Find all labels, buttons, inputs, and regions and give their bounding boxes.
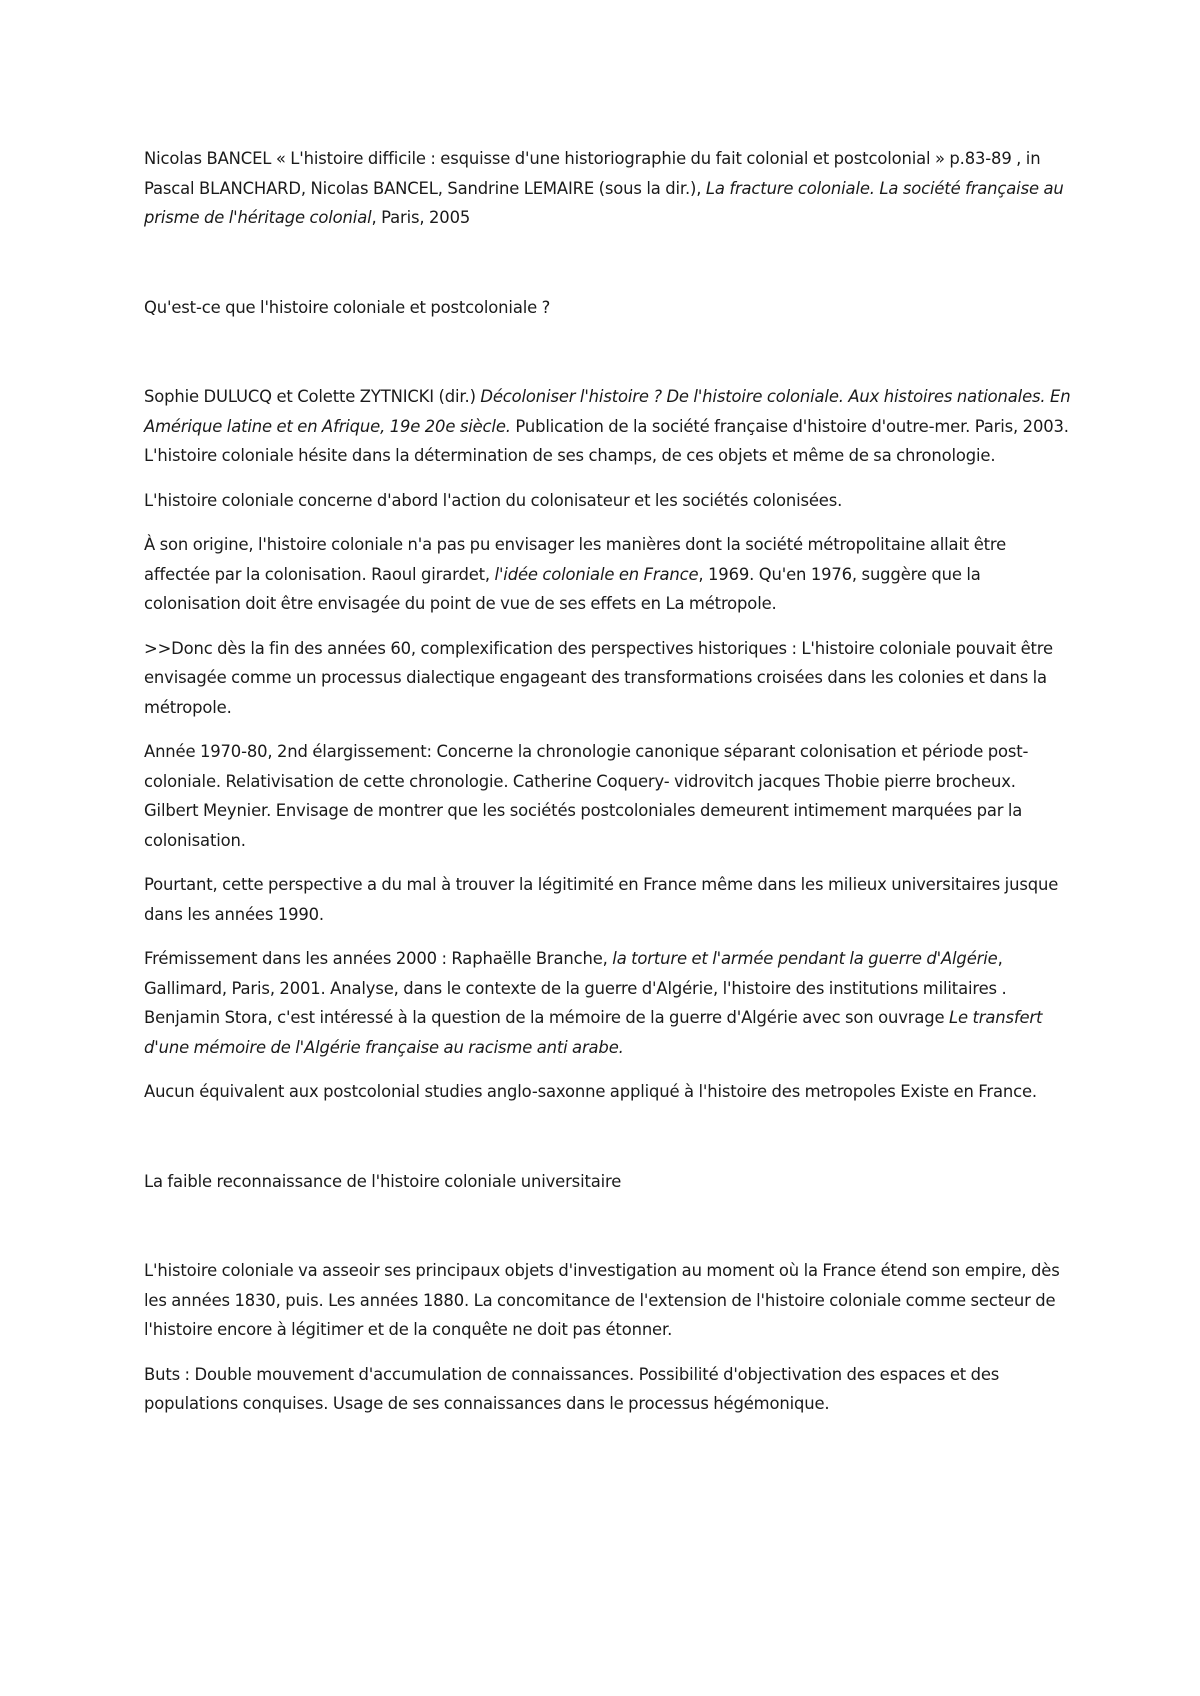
paragraph: L'histoire coloniale concerne d'abord l'action du colonisateur et les sociétés colonisées. [144, 490, 843, 510]
paragraph: À son origine, l'histoire coloniale n'a pas pu envisager les manières dont la société métropolitaine allait être affectée par la colonisation. Raoul girardet, l'idée coloniale en France, 1969. Qu'en 1976, suggère que la colonisation doit être envisagée du point de vue de ses effets en La métropole. [144, 535, 1007, 613]
citation-book-title: La fracture coloniale. La société française au prisme de l'héritage colonial [144, 178, 1064, 227]
paragraph: Pourtant, cette perspective a du mal à trouver la légitimité en France même dans les milieux universitaires jusque dans les années 1990. [144, 875, 1059, 924]
citation-text: Nicolas BANCEL « L'histoire difficile : esquisse d'une historiographie du fait colonial et postcolonial » p.83-89 , in Pascal BLANCHARD, Nicolas BANCEL, Sandrine LEMAIRE (sous la dir.), [144, 149, 1041, 198]
section-heading-1: Qu'est-ce que l'histoire coloniale et postcoloniale ? [144, 297, 551, 317]
book-title: Décoloniser l'histoire ? De l'histoire coloniale. Aux histoires nationales. En Amérique latine et en Afrique, 19e 20e siècle. [144, 387, 1071, 436]
paragraph: >>Donc dès la fin des années 60, complexification des perspectives historiques : L'histoire coloniale pouvait être envisagée comme un processus dialectique engageant des transformations croisées dans les colonies et dans la métropole. [144, 638, 1053, 717]
citation-paragraph [144, 144, 1074, 233]
citation-suffix: , Paris, 2005 [371, 208, 471, 227]
paragraph: Aucun équivalent aux postcolonial studies anglo-saxonne appliqué à l'histoire des metropoles Existe en France. [144, 1082, 1037, 1101]
paragraph: Année 1970-80, 2nd élargissement: Concerne la chronologie canonique séparant colonisation et période post-coloniale. Relativisation de cette chronologie. Catherine Coquery- vidrovitch jacques Thobie pierre brocheux. Gilbert Meynier. Envisage de montrer que les sociétés postcoloniales demeurent intimement marquées par la colonisation. [144, 742, 1029, 850]
paragraph: Sophie DULUCQ et Colette ZYTNICKI (dir.) Décoloniser l'histoire ? De l'histoire coloniale. Aux histoires nationales. En Amérique latine et en Afrique, 19e 20e siècle. Publication de la société française d'histoire d'outre-mer. Paris, 2003. L'histoire coloniale hésite dans la détermination de ses champs, de ces objets et même de sa chronologie. [144, 387, 1071, 465]
paragraph: Buts : Double mouvement d'accumulation de connaissances. Possibilité d'objectivation des espaces et des populations conquises. Usage de ses connaissances dans le processus hégémonique. [144, 1364, 1000, 1413]
book-title: Le transfert d'une mémoire de l'Algérie française au racisme anti arabe. [144, 1008, 1043, 1057]
paragraph: L'histoire coloniale va asseoir ses principaux objets d'investigation au moment où la France étend son empire, dès les années 1830, puis. Les années 1880. La concomitance de l'extension de l'histoire coloniale comme secteur de l'histoire encore à légitimer et de la conquête ne doit pas étonner. [144, 1261, 1060, 1339]
paragraph: Frémissement dans les années 2000 : Raphaëlle Branche, la torture et l'armée pendant la guerre d'Algérie, Gallimard, Paris, 2001. Analyse, dans le contexte de la guerre d'Algérie, l'histoire des institutions militaires . Benjamin Stora, c'est intéressé à la question de la mémoire de la guerre d'Algérie avec son ouvrage Le transfert d'une mémoire de l'Algérie française au racisme anti arabe. [144, 949, 1043, 1057]
document-body [144, 144, 1074, 1419]
book-title: l'idée coloniale en France [494, 564, 699, 584]
book-title: la torture et l'armée pendant la guerre d'Algérie [612, 949, 998, 968]
section-heading-2: La faible reconnaissance de l'histoire coloniale universitaire [144, 1171, 622, 1191]
